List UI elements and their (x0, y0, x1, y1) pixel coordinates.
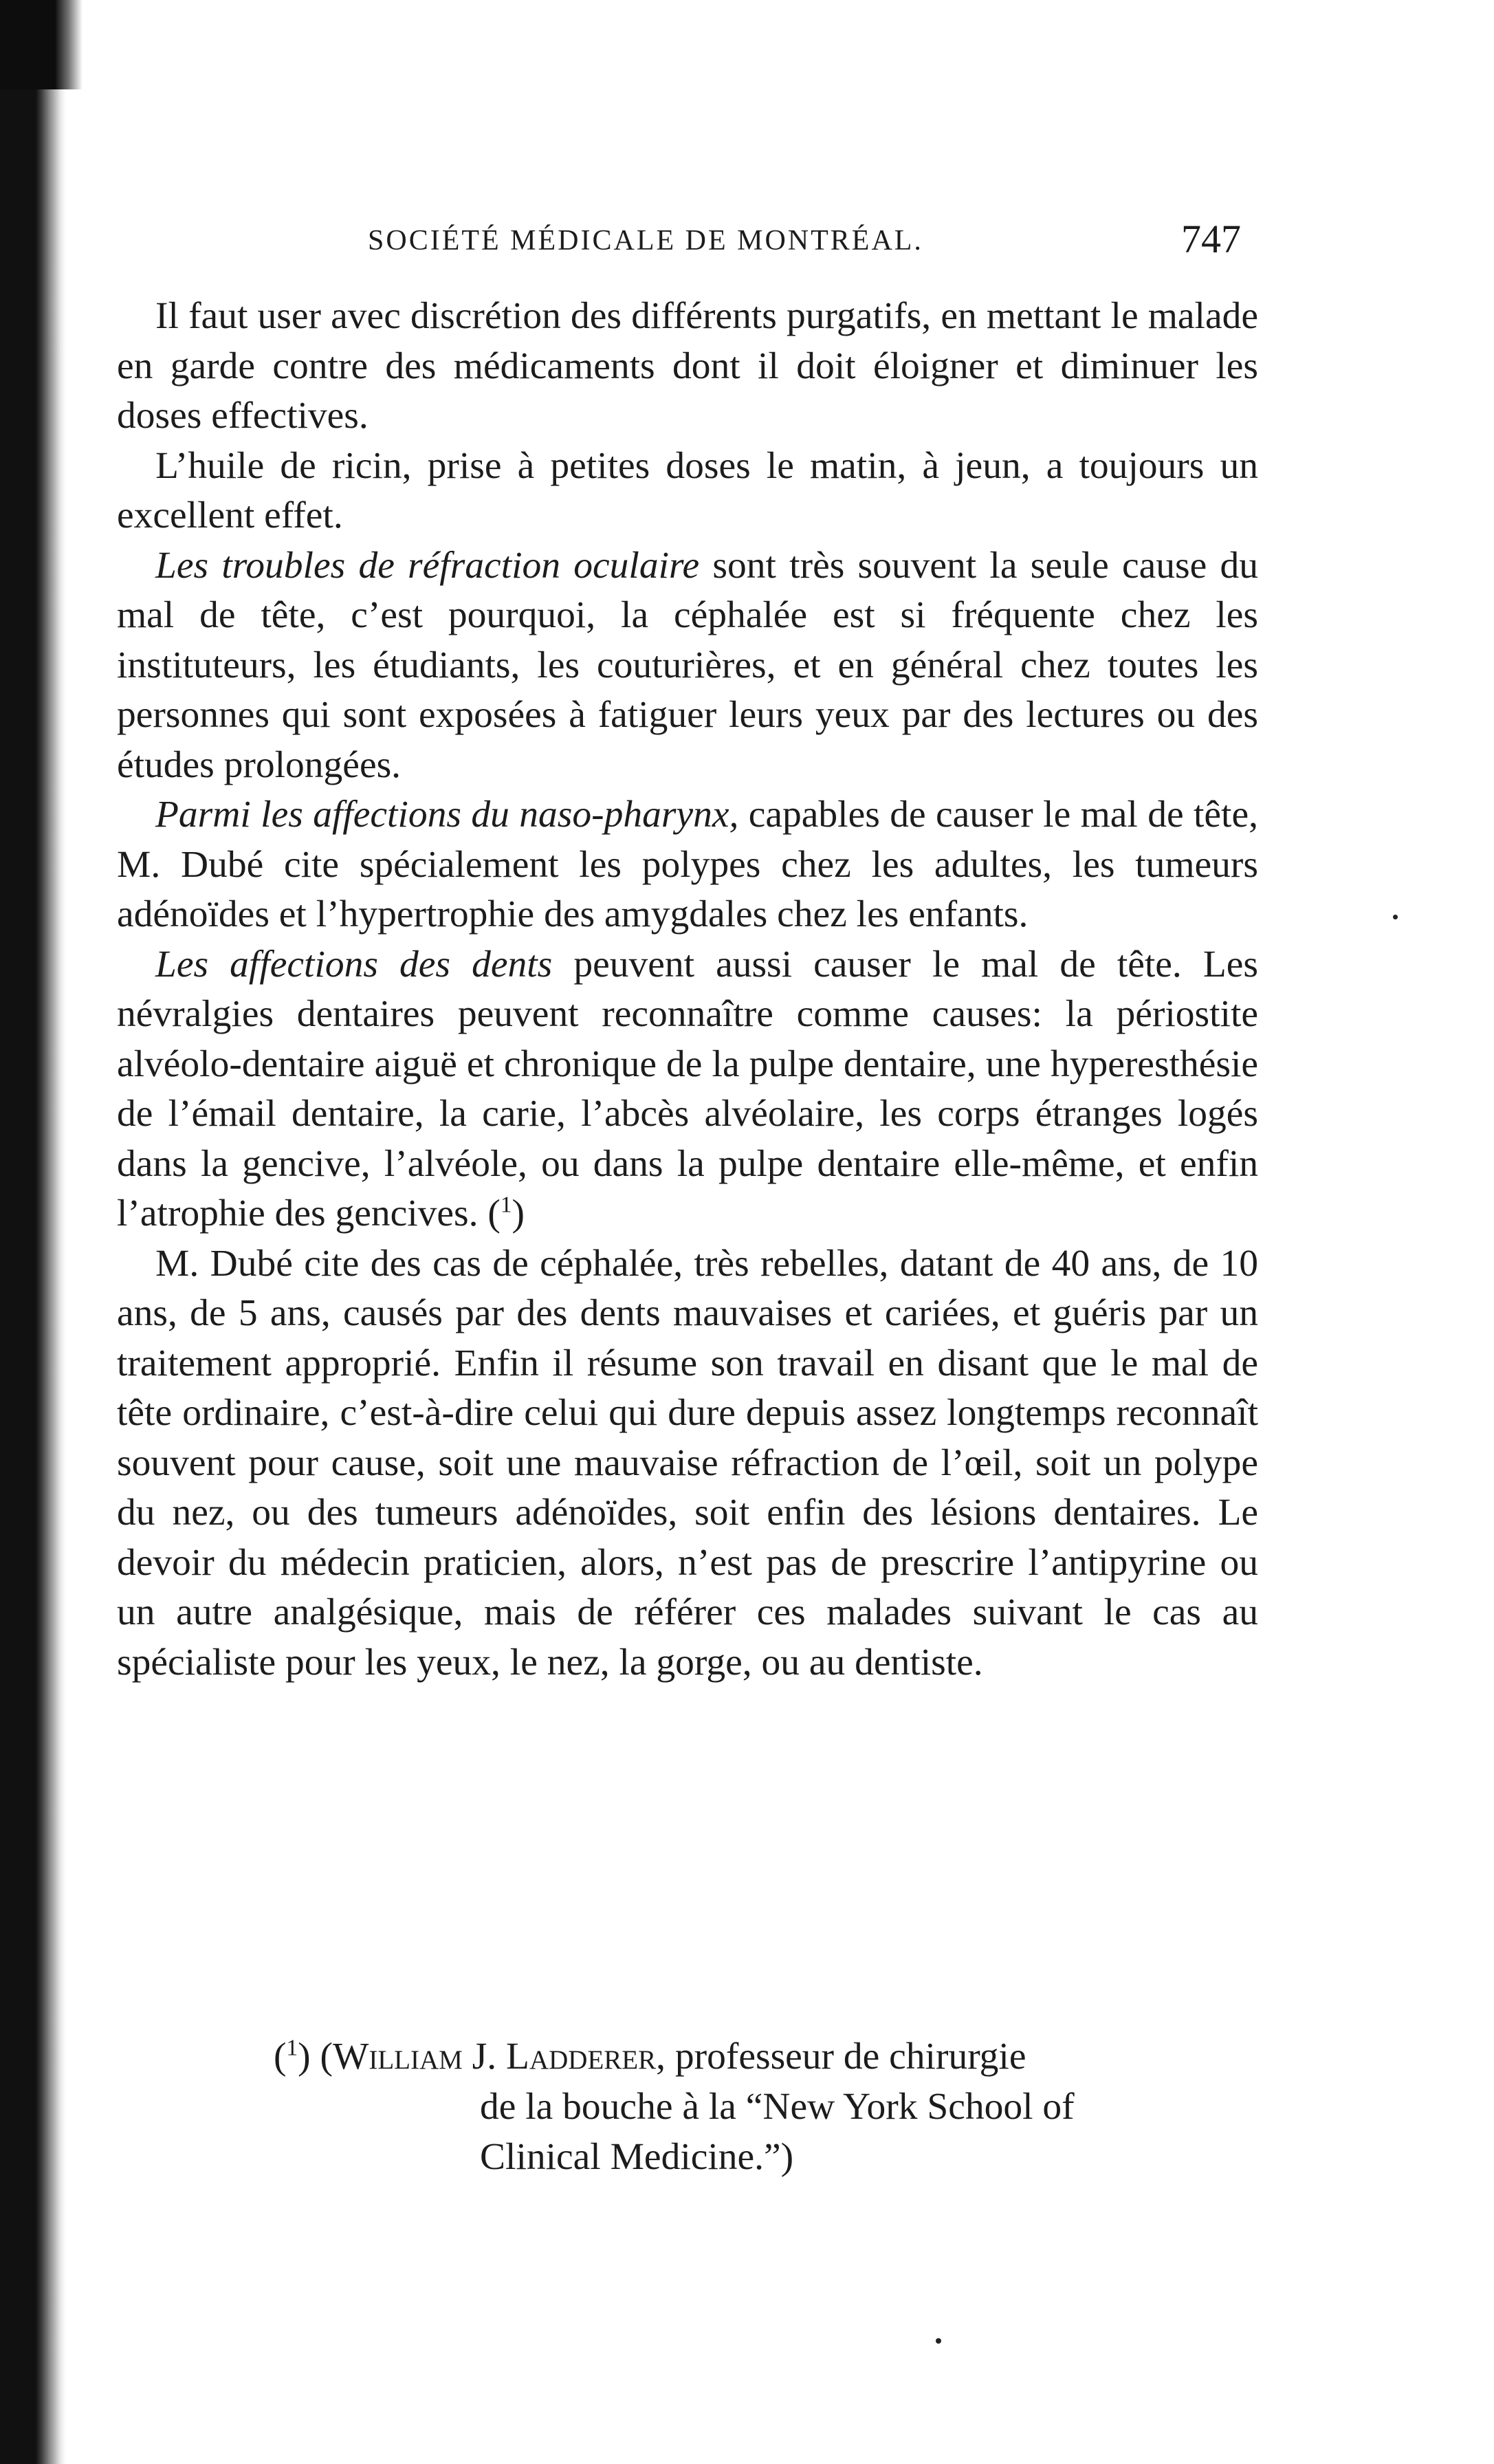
paragraph-purgatifs (117, 292, 1258, 441)
footnote-open-paren: ( (274, 2036, 287, 2078)
paragraph-text: capables de causer le mal de tête, M. Dubé cite spécialement les polypes chez les adultes, les tumeurs adénoïdes et l’hypertrophie des amygdales chez les enfants. (117, 794, 1258, 935)
paragraph-lead-italic: Parmi les affections du naso-pharynx, (155, 794, 739, 836)
paragraph-text: Il faut user avec discrétion des différents purgatifs, en mettant le malade en garde contre des médicaments dont il doit éloigner et diminuer les doses effectives. (117, 295, 1258, 437)
paragraph-text: M. Dubé cite des cas de céphalée, très rebelles, datant de 40 ans, de 10 ans, de 5 ans, causés par des dents mauvaises et cariées, et guéris par un traitement approprié. Enfin il résume son travail en disant que le mal de tête ordinaire, c’est-à-dire celui qui dure depuis assez longtemps reconnaît souvent pour cause, soit une mauvaise réfraction de l’œil, soit un polype du nez, ou des tumeurs adénoïdes, soit enfin des lésions dentaires. Le devoir du médecin praticien, alors, n’est pas de prescrire l’antipyrine ou un autre analgésique, mais de référer ces malades suivant le cas au spécialiste pour les yeux, le nez, la gorge, ou au dentiste. (117, 1242, 1258, 1683)
paragraph-text: sont très souvent la seule cause du mal de tête, c’est pourquoi, la céphalée est si fréquente chez les instituteurs, les étudiants, les couturières, et en général chez toutes les personnes qui sont exposées à fatiguer leurs yeux par des lectures ou des études prolongées. (117, 544, 1258, 786)
book-binding-corner (0, 0, 83, 89)
running-title: SOCIÉTÉ MÉDICALE DE MONTRÉAL. (368, 225, 923, 257)
page-number: 747 (1181, 217, 1241, 261)
body-text (117, 292, 1258, 1688)
book-binding-edge (0, 0, 66, 2464)
footnote-reference: 1 (500, 1192, 512, 1218)
paragraph-lead-italic: Les affections des dents (155, 943, 553, 985)
print-speck (936, 2338, 941, 2344)
print-speck (1393, 915, 1398, 919)
footnote-marker: 1 (286, 2035, 298, 2061)
page-header (117, 216, 1258, 271)
paragraph-huile-de-ricin (117, 441, 1258, 541)
footnote-line-3: Clinical Medicine.”) (480, 2136, 794, 2178)
paragraph-text: peuvent aussi causer le mal de tête. Les névralgies dentaires peuvent reconnaître comme causes: la périostite alvéolo-dentaire aiguë et chronique de la pulpe dentaire, une hyperesthésie de l’émail dentaire, la carie, l’abcès alvéolaire, les corps étranges logés dans la gencive, l’alvéole, ou dans la pulpe dentaire elle-même, et enfin l’atrophie des gencives. ( (117, 943, 1258, 1234)
paragraph-naso-pharynx (117, 790, 1258, 940)
paragraph-conclusion (117, 1239, 1258, 1688)
paragraph-lead-italic: Les troubles de réfraction oculaire (155, 544, 700, 587)
footnote-line-1: ($^1$) (William J. Ladderer, professeur de chirurgie (274, 2035, 1026, 2078)
footnote (274, 2031, 1258, 2182)
footnote-line-2: de la bouche à la “New York School of (480, 2086, 1075, 2128)
paragraph-tail: ) (512, 1192, 525, 1234)
footnote-author: William J. Ladderer (332, 2036, 657, 2078)
paragraph-troubles-refraction (117, 541, 1258, 791)
paragraph-text: L’huile de ricin, prise à petites doses le matin, à jeun, a toujours un excellent effet. (117, 444, 1258, 536)
paragraph-affections-dents (117, 940, 1258, 1239)
footnote-line-1-rest: , professeur de chirurgie (656, 2036, 1026, 2078)
